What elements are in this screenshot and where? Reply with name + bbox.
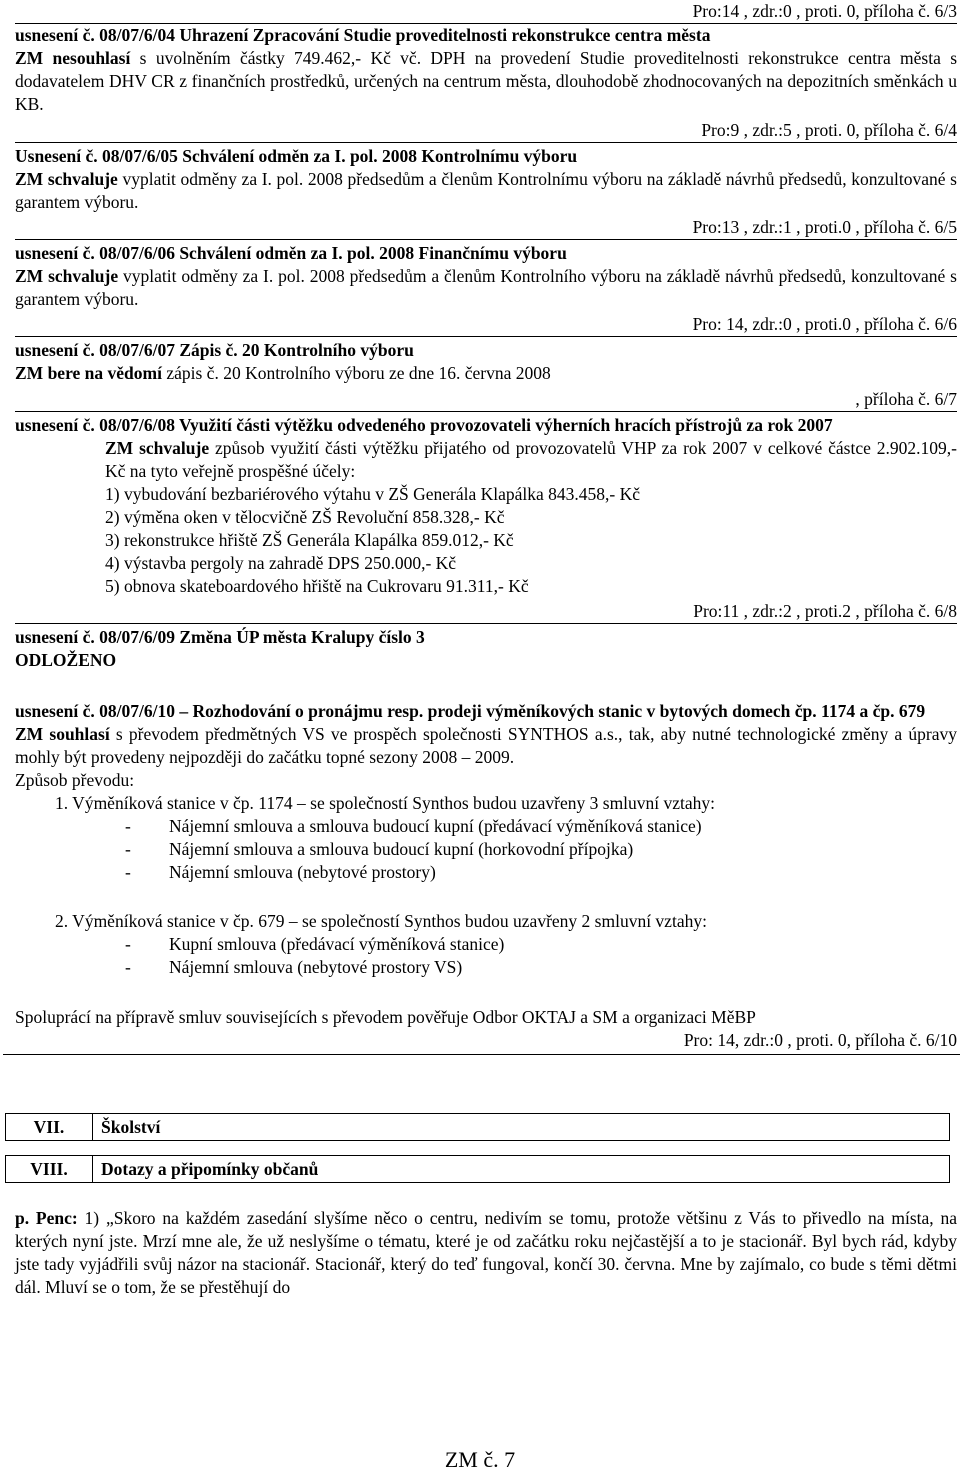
resolution-lead: ZM schvaluje: [15, 266, 119, 286]
resolution-lead: ZM schvaluje: [15, 169, 118, 189]
vote-result: Pro:13 , zdr.:1 , proti.0 , příloha č. 6/5: [15, 216, 957, 240]
list-item: [15, 861, 957, 884]
bullet-dash: -: [125, 934, 131, 954]
resolution-title: usnesení č. 08/07/6/07 Zápis č. 20 Kontrolního výboru: [15, 340, 414, 360]
list-item: 5) obnova skateboardového hřiště na Cukrovaru 91.311,- Kč: [105, 576, 529, 596]
resolution-body: [15, 723, 957, 769]
citizen-comment: [15, 1207, 957, 1299]
comment-text: 1) „Skoro na každém zasedání slyšíme něco o centru, nedivím se tomu, protože většinu z Vás to přivedlo na místa, na kterých nyní jste. Mrzí mne ale, že už neslyšíme o tématu, které je od začátku roku nejčastější a to je stacionář. Byl bych rád, kdyby jste tady vyjádřili svůj názor na stacionář. Stacionář, který do teď fungoval, končí 30. června. Mne by zajímalo, co bude s těmi dětmi dál. Mluví se o tom, že se přestěhují do: [15, 1208, 957, 1297]
section-number: VIII.: [6, 1156, 93, 1183]
resolution-body: [15, 437, 957, 483]
list-item-text: Nájemní smlouva a smlouva budoucí kupní (horkovodní přípojka): [169, 839, 634, 859]
section-label: Školství: [93, 1114, 950, 1141]
resolution-title: Usnesení č. 08/07/6/05 Schválení odměn za I. pol. 2008 Kontrolnímu výboru: [15, 146, 578, 166]
resolution-text: způsob využití části výtěžku přijatého od provozovatelů VHP za rok 2007 v celkové částce 2.902.109,- Kč na tyto veřejně prospěšné účely:: [105, 438, 957, 481]
resolution-lead: ZM souhlasí: [15, 724, 110, 744]
resolution-text: s uvolněním částky 749.462,- Kč vč. DPH na provedení Studie proveditelnosti rekonstrukce centra města s dodavatelem DHV CR z finančních prostředků, určených na centrum města, dlouhodobě zhodnocovaných na depozitních směnkách u KB.: [15, 48, 957, 114]
list-item-text: Nájemní smlouva (nebytové prostory VS): [169, 957, 463, 977]
list-item-text: Nájemní smlouva (nebytové prostory): [169, 862, 436, 882]
resolution-title: usnesení č. 08/07/6/06 Schválení odměn za I. pol. 2008 Finančnímu výboru: [15, 243, 567, 263]
resolution-body: [15, 265, 957, 311]
list-item: [15, 815, 957, 838]
list-item: 2. Výměníková stanice v čp. 679 – se společností Synthos budou uzavřeny 2 smluvní vztahy:: [55, 911, 707, 931]
vote-result: Pro:11 , zdr.:2 , proti.2 , příloha č. 6/8: [15, 600, 957, 624]
resolution-lead: ZM nesouhlasí: [15, 48, 131, 68]
resolution-title: usnesení č. 08/07/6/10 – Rozhodování o pronájmu resp. prodeji výměníkových stanic v bytových domech čp. 1174 a čp. 679: [15, 701, 926, 721]
vote-result: Pro: 14, zdr.:0 , proti. 0, příloha č. 6/10: [683, 1030, 957, 1050]
divider: [3, 1054, 960, 1055]
vote-result: , příloha č. 6/7: [15, 388, 957, 412]
page-footer: ZM č. 7: [444, 1447, 516, 1472]
list-item-text: Nájemní smlouva a smlouva budoucí kupní (předávací výměníková stanice): [169, 816, 702, 836]
list-item: 1. Výměníková stanice v čp. 1174 – se společností Synthos budou uzavřeny 3 smluvní vztahy:: [55, 793, 716, 813]
closing-text: Spoluprácí na přípravě smluv souvisejících s převodem pověřuje Odbor OKTAJ a SM a organizaci MěBP: [15, 1007, 756, 1027]
vote-result: Pro:14 , zdr.:0 , proti. 0, příloha č. 6/3: [15, 0, 957, 24]
speaker-name: p. Penc:: [15, 1208, 78, 1228]
resolution-text: vyplatit odměny za I. pol. 2008 předsedům a členům Kontrolního výboru na základě návrhů předsedů, konzultované s garantem výboru.: [15, 266, 957, 309]
resolution-body: [15, 47, 957, 116]
resolution-lead: ZM schvaluje: [105, 438, 210, 458]
bullet-dash: -: [125, 862, 131, 882]
document-page: [15, 0, 957, 1299]
resolution-title: usnesení č. 08/07/6/08 Využití části výtěžku odvedeného provozovateli výherních hracích přístrojů za rok 2007: [15, 415, 833, 435]
bullet-dash: -: [125, 816, 131, 836]
bullet-dash: -: [125, 957, 131, 977]
resolution-text: vyplatit odměny za I. pol. 2008 předsedům a členům Kontrolnímu výboru na základě návrhů předsedů, konzultované s garantem výboru.: [15, 169, 957, 212]
list-item: [15, 933, 957, 956]
resolution-title: usnesení č. 08/07/6/09 Změna ÚP města Kralupy číslo 3: [15, 627, 425, 647]
vote-result: Pro:9 , zdr.:5 , proti. 0, příloha č. 6/4: [15, 119, 957, 143]
list-item: [15, 956, 957, 979]
section-label: Dotazy a připomínky občanů: [93, 1156, 950, 1183]
list-item: 1) vybudování bezbariérového výtahu v ZŠ Generála Klapálka 843.458,- Kč: [105, 484, 641, 504]
list-item: 2) výměna oken v tělocvičně ZŠ Revoluční 858.328,- Kč: [105, 507, 505, 527]
list-item: [15, 838, 957, 861]
list-item-text: Kupní smlouva (předávací výměníková stanice): [169, 934, 505, 954]
list-item: 3) rekonstrukce hřiště ZŠ Generála Klapálka 859.012,- Kč: [105, 530, 514, 550]
section-heading: [5, 1155, 950, 1183]
section-number: VII.: [6, 1114, 93, 1141]
resolution-text: s převodem předmětných VS ve prospěch společnosti SYNTHOS a.s., tak, aby nutné technologické změny a úpravy mohly být provedeny nejpozději do začátku topné sezony 2008 – 2009.: [15, 724, 957, 767]
section-heading: [5, 1113, 950, 1141]
resolution-body: [15, 168, 957, 214]
resolution-title: usnesení č. 08/07/6/04 Uhrazení Zpracování Studie proveditelnosti rekonstrukce centra města: [15, 25, 711, 45]
transfer-method-label: Způsob převodu:: [15, 770, 135, 790]
resolution-body: [15, 362, 957, 385]
resolution-lead: ZM bere na vědomí: [15, 363, 162, 383]
list-item: 4) výstavba pergoly na zahradě DPS 250.000,- Kč: [105, 553, 457, 573]
resolution-text: zápis č. 20 Kontrolního výboru ze dne 16. června 2008: [161, 363, 551, 383]
bullet-dash: -: [125, 839, 131, 859]
vote-result: Pro: 14, zdr.:0 , proti.0 , příloha č. 6/6: [15, 313, 957, 337]
resolution-status: ODLOŽENO: [15, 650, 117, 670]
